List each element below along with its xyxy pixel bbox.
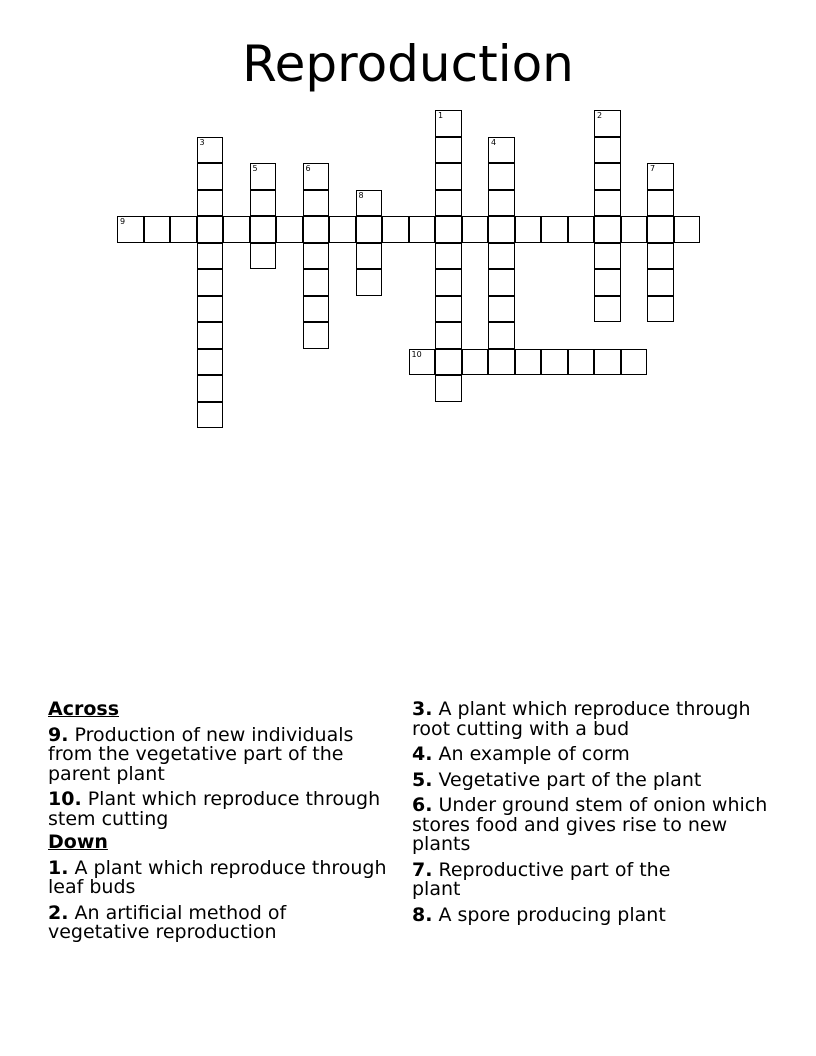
- crossword-cell[interactable]: [462, 349, 489, 376]
- crossword-cell[interactable]: [568, 349, 595, 376]
- cell-number: 1: [438, 111, 444, 120]
- clue-text: An artificial method of vegetative reproduction: [48, 901, 287, 943]
- crossword-cell[interactable]: [356, 269, 383, 296]
- crossword-cell[interactable]: [488, 296, 515, 323]
- crossword-cell[interactable]: [435, 163, 462, 190]
- crossword-cell[interactable]: [250, 163, 277, 190]
- crossword-cell[interactable]: [197, 402, 224, 429]
- crossword-cell[interactable]: [488, 322, 515, 349]
- clue-text: A plant which reproduce through leaf buds: [48, 856, 387, 898]
- crossword-cell[interactable]: [197, 322, 224, 349]
- crossword-cell[interactable]: [647, 216, 674, 243]
- crossword-cell[interactable]: [303, 269, 330, 296]
- crossword-cell[interactable]: [303, 243, 330, 270]
- down-clue-7: [412, 858, 702, 900]
- crossword-cell[interactable]: [515, 216, 542, 243]
- crossword-cell[interactable]: [488, 243, 515, 270]
- crossword-cell[interactable]: [488, 137, 515, 164]
- clues-left-column: [48, 700, 393, 949]
- clue-number: 8.: [412, 903, 433, 926]
- clue-text: A plant which reproduce through root cutting with a bud: [412, 698, 751, 740]
- crossword-cell[interactable]: [594, 216, 621, 243]
- crossword-cell[interactable]: [594, 110, 621, 137]
- crossword-grid: [0, 0, 816, 440]
- across-clue-9: [48, 723, 393, 785]
- clue-text: A spore producing plant: [438, 903, 666, 926]
- crossword-cell[interactable]: [435, 137, 462, 164]
- across-clue-10: [48, 790, 393, 829]
- crossword-cell[interactable]: [488, 163, 515, 190]
- crossword-cell[interactable]: [117, 216, 144, 243]
- crossword-cell[interactable]: [250, 216, 277, 243]
- crossword-cell[interactable]: [356, 243, 383, 270]
- crossword-cell[interactable]: [647, 163, 674, 190]
- crossword-cell[interactable]: [435, 349, 462, 376]
- down-clue-4: [412, 745, 782, 765]
- crossword-cell[interactable]: [674, 216, 701, 243]
- crossword-cell[interactable]: [303, 296, 330, 323]
- clue-text: Under ground stem of onion which stores food and gives rise to new plants: [412, 794, 768, 855]
- crossword-cell[interactable]: [594, 137, 621, 164]
- clue-number: 1.: [48, 856, 69, 879]
- cell-number: 6: [305, 164, 311, 173]
- down-clue-8: [412, 903, 782, 926]
- crossword-cell[interactable]: [356, 216, 383, 243]
- down-clue-3: [412, 700, 782, 739]
- crossword-cell[interactable]: [197, 296, 224, 323]
- crossword-cell[interactable]: [435, 296, 462, 323]
- down-clue-1: [48, 856, 393, 898]
- crossword-cell[interactable]: [647, 269, 674, 296]
- clue-number: 2.: [48, 901, 69, 924]
- crossword-cell[interactable]: [435, 243, 462, 270]
- cell-number: 3: [199, 137, 205, 147]
- crossword-cell[interactable]: [223, 216, 250, 243]
- clue-number: 5.: [412, 768, 433, 791]
- crossword-cell[interactable]: [303, 322, 330, 349]
- crossword-cell[interactable]: [647, 243, 674, 270]
- crossword-cell[interactable]: [409, 349, 436, 376]
- cell-number: 10: [411, 349, 422, 359]
- crossword-cell[interactable]: [197, 243, 224, 270]
- crossword-cell[interactable]: [356, 190, 383, 217]
- crossword-cell[interactable]: [197, 190, 224, 217]
- clue-number: 7.: [412, 858, 433, 881]
- crossword-cell[interactable]: [594, 243, 621, 270]
- crossword-cell[interactable]: [382, 216, 409, 243]
- crossword-cell[interactable]: [197, 269, 224, 296]
- page-title: Reproduction: [242, 35, 574, 93]
- crossword-cell[interactable]: [488, 349, 515, 376]
- across-heading: Across: [48, 698, 120, 720]
- clues-right-column: [412, 700, 782, 931]
- cell-number: 7: [650, 164, 656, 173]
- crossword-cell[interactable]: [250, 190, 277, 217]
- crossword-cell[interactable]: [197, 137, 224, 164]
- clue-number: 6.: [412, 794, 433, 816]
- crossword-cell[interactable]: [435, 322, 462, 349]
- crossword-cell[interactable]: [303, 216, 330, 243]
- crossword-cell[interactable]: [594, 349, 621, 376]
- crossword-cell[interactable]: [568, 216, 595, 243]
- crossword-cell[interactable]: [435, 216, 462, 243]
- crossword-cell[interactable]: [462, 216, 489, 243]
- down-clue-2: [48, 901, 393, 943]
- down-clue-6: [412, 796, 782, 855]
- crossword-cell[interactable]: [303, 190, 330, 217]
- crossword-cell[interactable]: [488, 216, 515, 243]
- crossword-cell[interactable]: [541, 216, 568, 243]
- crossword-cell[interactable]: [488, 190, 515, 217]
- cell-number: 2: [597, 111, 603, 120]
- crossword-cell[interactable]: [170, 216, 197, 243]
- crossword-cell[interactable]: [594, 269, 621, 296]
- crossword-cell[interactable]: [197, 375, 224, 402]
- crossword-cell[interactable]: [515, 349, 542, 376]
- crossword-cell[interactable]: [647, 296, 674, 323]
- down-heading: Down: [48, 831, 108, 853]
- down-clue-5: [412, 768, 782, 791]
- crossword-cell[interactable]: [621, 216, 648, 243]
- clue-text: Production of new individuals from the vegetative part of the parent plant: [48, 723, 354, 785]
- clue-text: Vegetative part of the plant: [438, 768, 702, 791]
- clue-number: 9.: [48, 723, 69, 746]
- clue-number: 10.: [48, 788, 82, 810]
- crossword-cell[interactable]: [435, 375, 462, 402]
- crossword-cell[interactable]: [594, 163, 621, 190]
- crossword-cell[interactable]: [541, 349, 568, 376]
- clue-number: 3.: [412, 698, 433, 720]
- crossword-cell[interactable]: [594, 190, 621, 217]
- crossword-cell[interactable]: [197, 216, 224, 243]
- crossword-cell[interactable]: [197, 349, 224, 376]
- clue-text: Plant which reproduce through stem cutting: [48, 788, 381, 830]
- crossword-cell[interactable]: [197, 163, 224, 190]
- crossword-cell[interactable]: [435, 110, 462, 137]
- clue-text: Reproductive part of the plant: [412, 858, 671, 900]
- crossword-cell[interactable]: [144, 216, 171, 243]
- cell-number: 5: [252, 164, 258, 173]
- crossword-cell[interactable]: [329, 216, 356, 243]
- cell-number: 9: [120, 217, 126, 226]
- cell-number: 8: [358, 190, 364, 200]
- crossword-cell[interactable]: [409, 216, 436, 243]
- cell-number: 4: [491, 137, 497, 147]
- crossword-cell[interactable]: [250, 243, 277, 270]
- crossword-cell[interactable]: [488, 269, 515, 296]
- clue-text: An example of corm: [438, 743, 630, 765]
- crossword-cell[interactable]: [303, 163, 330, 190]
- crossword-cell[interactable]: [276, 216, 303, 243]
- crossword-cell[interactable]: [435, 190, 462, 217]
- crossword-cell[interactable]: [435, 269, 462, 296]
- crossword-cell[interactable]: [621, 349, 648, 376]
- crossword-cell[interactable]: [647, 190, 674, 217]
- clue-number: 4.: [412, 743, 433, 765]
- crossword-cell[interactable]: [594, 296, 621, 323]
